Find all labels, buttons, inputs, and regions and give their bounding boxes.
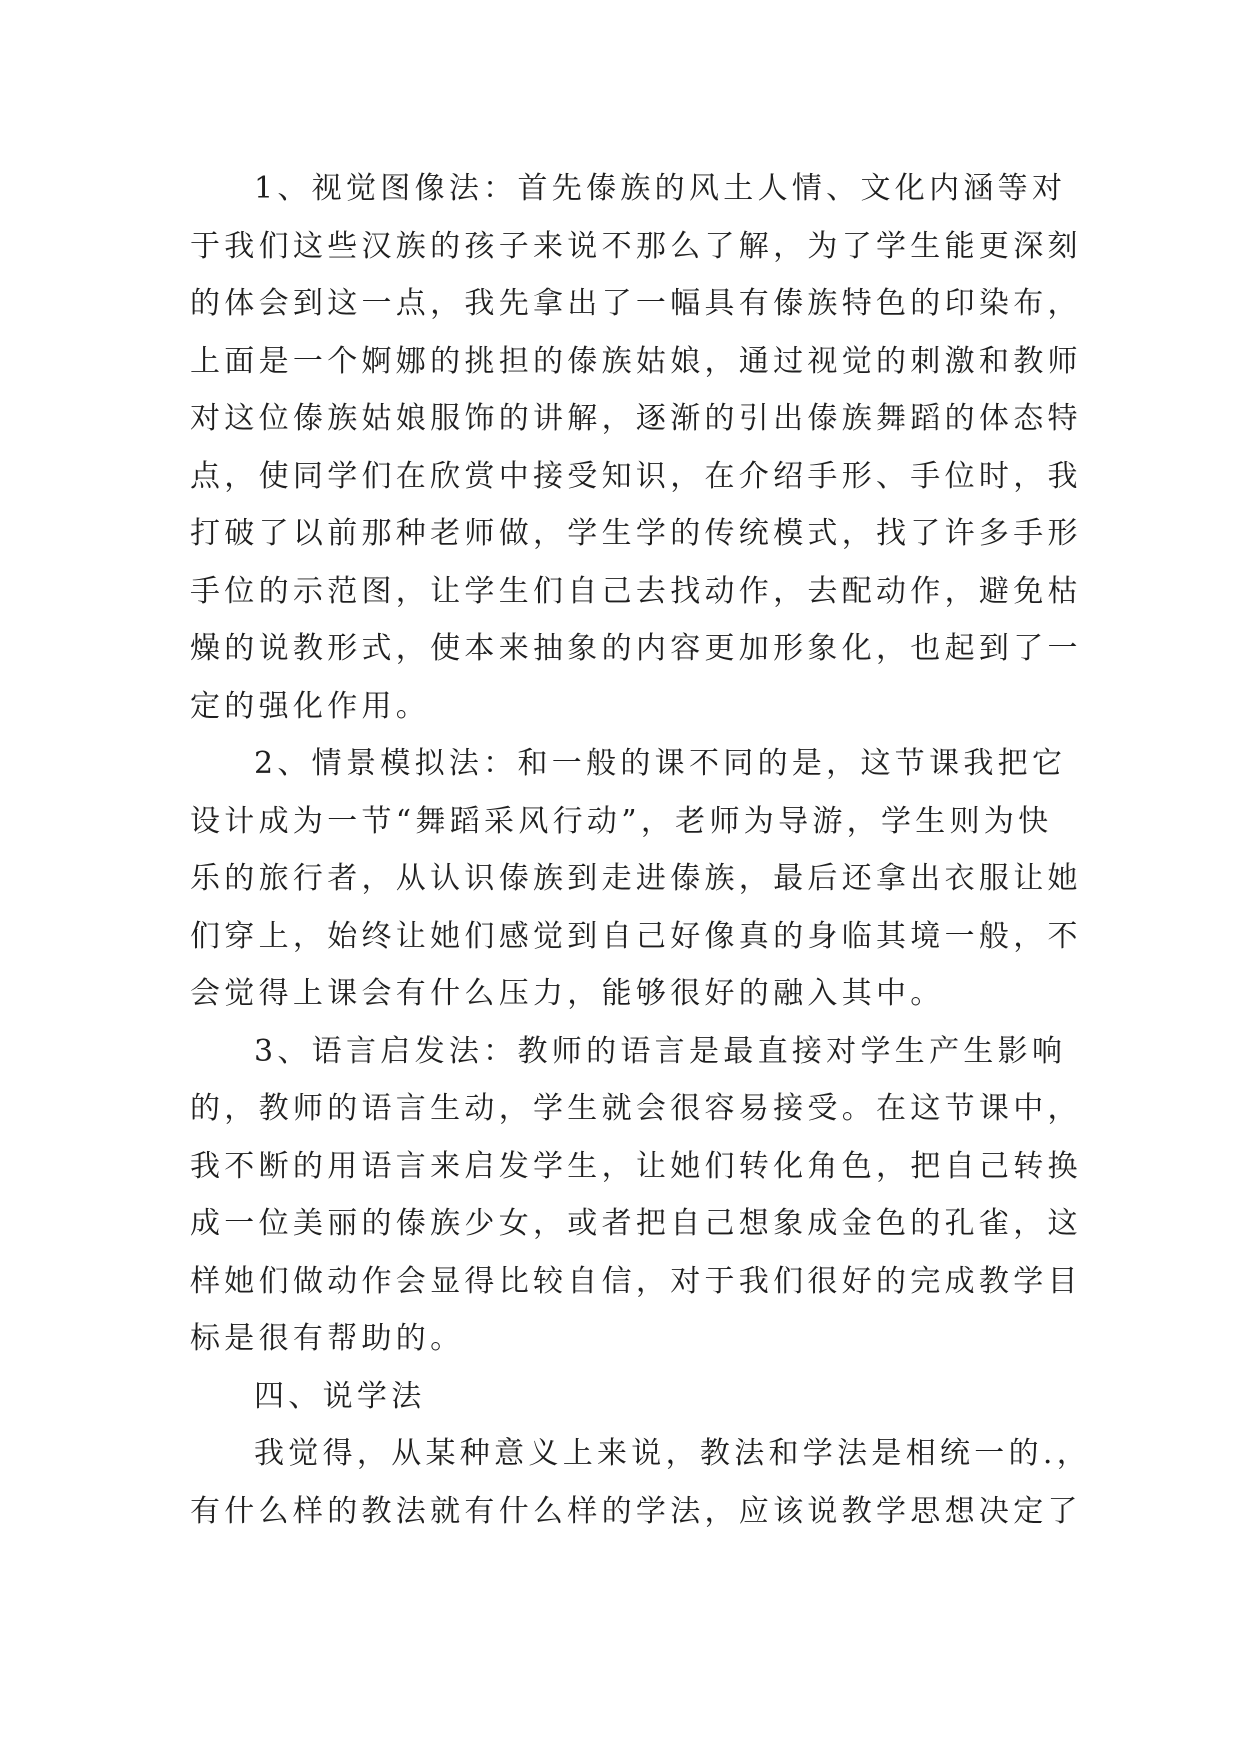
paragraph-line: 的体会到这一点，我先拿出了一幅具有傣族特色的印染布， [190,286,1082,321]
paragraph-line: 2、情景模拟法：和一般的课不同的是，这节课我把它 [254,746,1067,781]
paragraph-line: 们穿上，始终让她们感觉到自己好像真的身临其境一般，不 [190,918,1082,954]
paragraph-line: 上面是一个婀娜的挑担的傣族姑娘，通过视觉的刺激和教师 [190,343,1082,379]
paragraph-line: 定的强化作用。 [190,688,431,724]
paragraph-line: 燥的说教形式，使本来抽象的内容更加形象化，也起到了一 [190,631,1082,666]
document-body [190,160,1092,1540]
paragraph-line: 我不断的用语言来启发学生，让她们转化角色，把自己转换 [190,1148,1082,1184]
paragraph-line: 设计成为一节“舞蹈采风行动”，老师为导游，学生则为快 [190,803,1053,839]
paragraph-line: 标是很有帮助的。 [190,1321,465,1356]
paragraph-line: 有什么样的教法就有什么样的学法，应该说教学思想决定了 [190,1493,1082,1529]
paragraph-line: 1、视觉图像法：首先傣族的风土人情、文化内涵等对 [254,171,1067,206]
paragraph-line: 样她们做动作会显得比较自信，对于我们很好的完成教学目 [190,1263,1082,1299]
section-heading: 四、说学法 [254,1378,426,1414]
paragraph-line: 打破了以前那种老师做，学生学的传统模式，找了许多手形 [190,516,1082,551]
paragraph-line: 对这位傣族姑娘服饰的讲解，逐渐的引出傣族舞蹈的体态特 [190,401,1082,436]
paragraph-line: 乐的旅行者，从认识傣族到走进傣族，最后还拿出衣服让她 [190,861,1082,896]
paragraph-line: 点，使同学们在欣赏中接受知识，在介绍手形、手位时，我 [190,458,1082,494]
paragraph-line: 手位的示范图，让学生们自己去找动作，去配动作，避免枯 [190,573,1082,609]
paragraph-line: 的，教师的语言生动，学生就会很容易接受。在这节课中， [190,1091,1082,1126]
paragraph-line: 成一位美丽的傣族少女，或者把自己想象成金色的孔雀，这 [190,1206,1082,1241]
paragraph-line: 我觉得，从某种意义上来说，教法和学法是相统一的.， [254,1436,1092,1471]
paragraph-line: 3、语言启发法：教师的语言是最直接对学生产生影响 [254,1033,1067,1069]
paragraph-line: 会觉得上课会有什么压力，能够很好的融入其中。 [190,976,945,1011]
paragraph-line: 于我们这些汉族的孩子来说不那么了解，为了学生能更深刻 [190,228,1082,264]
